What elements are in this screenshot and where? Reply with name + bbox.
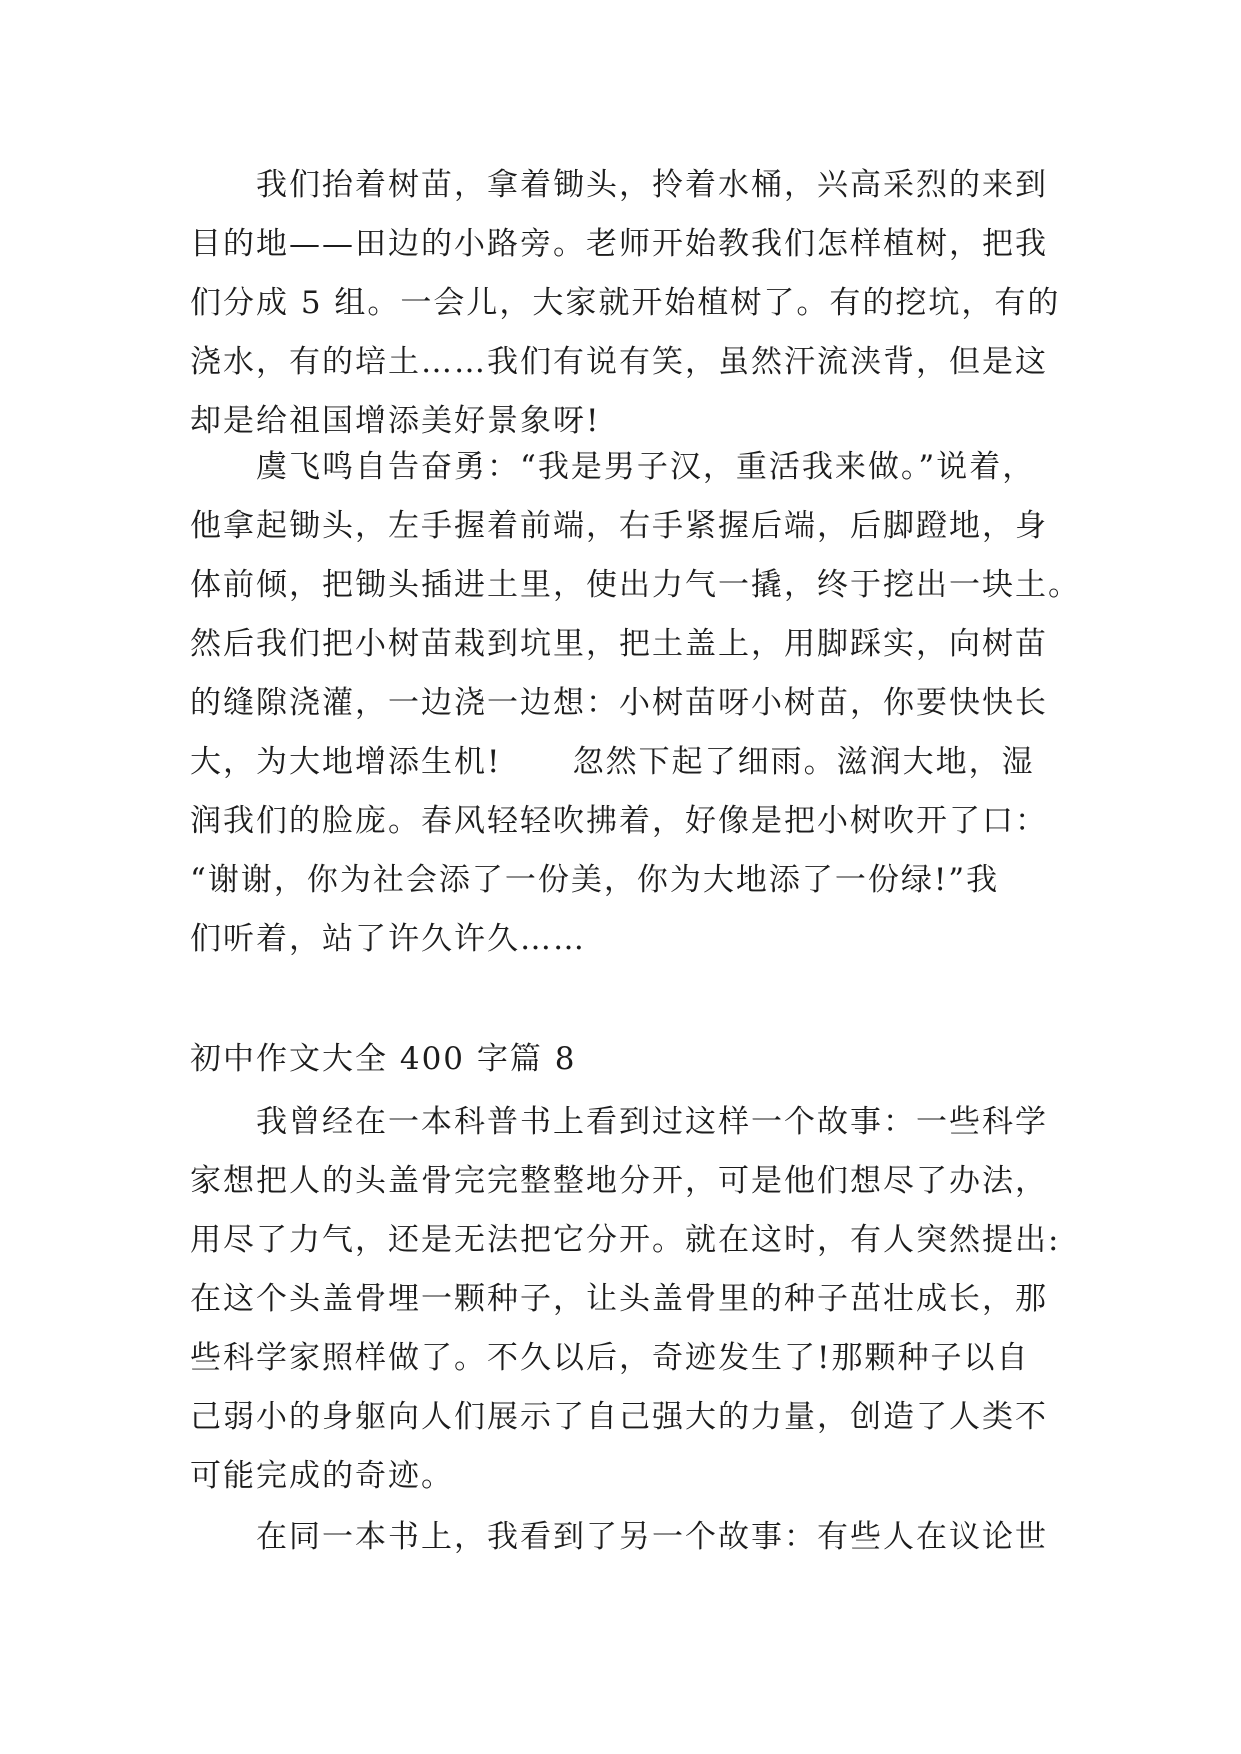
paragraph-line: 我曾经在一本科普书上看到过这样一个故事：一些科学 <box>256 1104 1048 1140</box>
paragraph-line: 他拿起锄头，左手握着前端，右手紧握后端，后脚蹬地，身 <box>190 508 1048 544</box>
paragraph-line: 家想把人的头盖骨完完整整地分开，可是他们想尽了办法， <box>190 1163 1048 1199</box>
paragraph-line: 却是给祖国增添美好景象呀! <box>190 403 601 439</box>
paragraph-line: 大，为大地增添生机! 忽然下起了细雨。滋润大地，湿 <box>190 744 1035 780</box>
paragraph-yu-feiming <box>190 438 1081 969</box>
paragraph-line: 己弱小的身躯向人们展示了自己强大的力量，创造了人类不 <box>190 1399 1048 1435</box>
paragraph-line: 浇水，有的培土……我们有说有笑，虽然汗流浃背，但是这 <box>190 344 1048 380</box>
paragraph-line: 虞飞鸣自告奋勇：“我是男子汉，重活我来做。”说着， <box>256 449 1036 485</box>
paragraph-line: 目的地——田边的小路旁。老师开始教我们怎样植树，把我 <box>190 226 1048 262</box>
paragraph-line: 我们抬着树苗，拿着锄头，拎着水桶，兴高采烈的来到 <box>256 167 1048 203</box>
paragraph-line: 的缝隙浇灌，一边浇一边想：小树苗呀小树苗，你要快快长 <box>190 685 1048 721</box>
paragraph-line: 然后我们把小树苗栽到坑里，把土盖上，用脚踩实，向树苗 <box>190 626 1048 662</box>
essay-heading: 初中作文大全 400 字篇 8 <box>190 1041 577 1077</box>
essay-heading-block <box>190 1030 1050 1089</box>
paragraph-line: 在这个头盖骨埋一颗种子，让头盖骨里的种子茁壮成长，那 <box>190 1281 1048 1317</box>
paragraph-another-story <box>190 1508 1050 1567</box>
paragraph-line: “谢谢，你为社会添了一份美，你为大地添了一份绿!”我 <box>190 862 1000 898</box>
paragraph-seed-story <box>190 1093 1061 1506</box>
paragraph-line: 们听着，站了许久许久…… <box>190 921 586 957</box>
paragraph-planting-trip <box>190 156 1061 451</box>
paragraph-line: 体前倾，把锄头插进土里，使出力气一撬，终于挖出一块土。 <box>190 567 1081 603</box>
paragraph-line: 用尽了力气，还是无法把它分开。就在这时，有人突然提出: <box>190 1222 1061 1258</box>
paragraph-line: 润我们的脸庞。春风轻轻吹拂着，好像是把小树吹开了口： <box>190 803 1048 839</box>
paragraph-line: 在同一本书上，我看到了另一个故事：有些人在议论世 <box>256 1519 1048 1555</box>
paragraph-line: 们分成 5 组。一会儿，大家就开始植树了。有的挖坑，有的 <box>190 285 1061 321</box>
paragraph-line: 可能完成的奇迹。 <box>190 1458 454 1494</box>
paragraph-line: 些科学家照样做了。不久以后，奇迹发生了!那颗种子以自 <box>190 1340 1030 1376</box>
